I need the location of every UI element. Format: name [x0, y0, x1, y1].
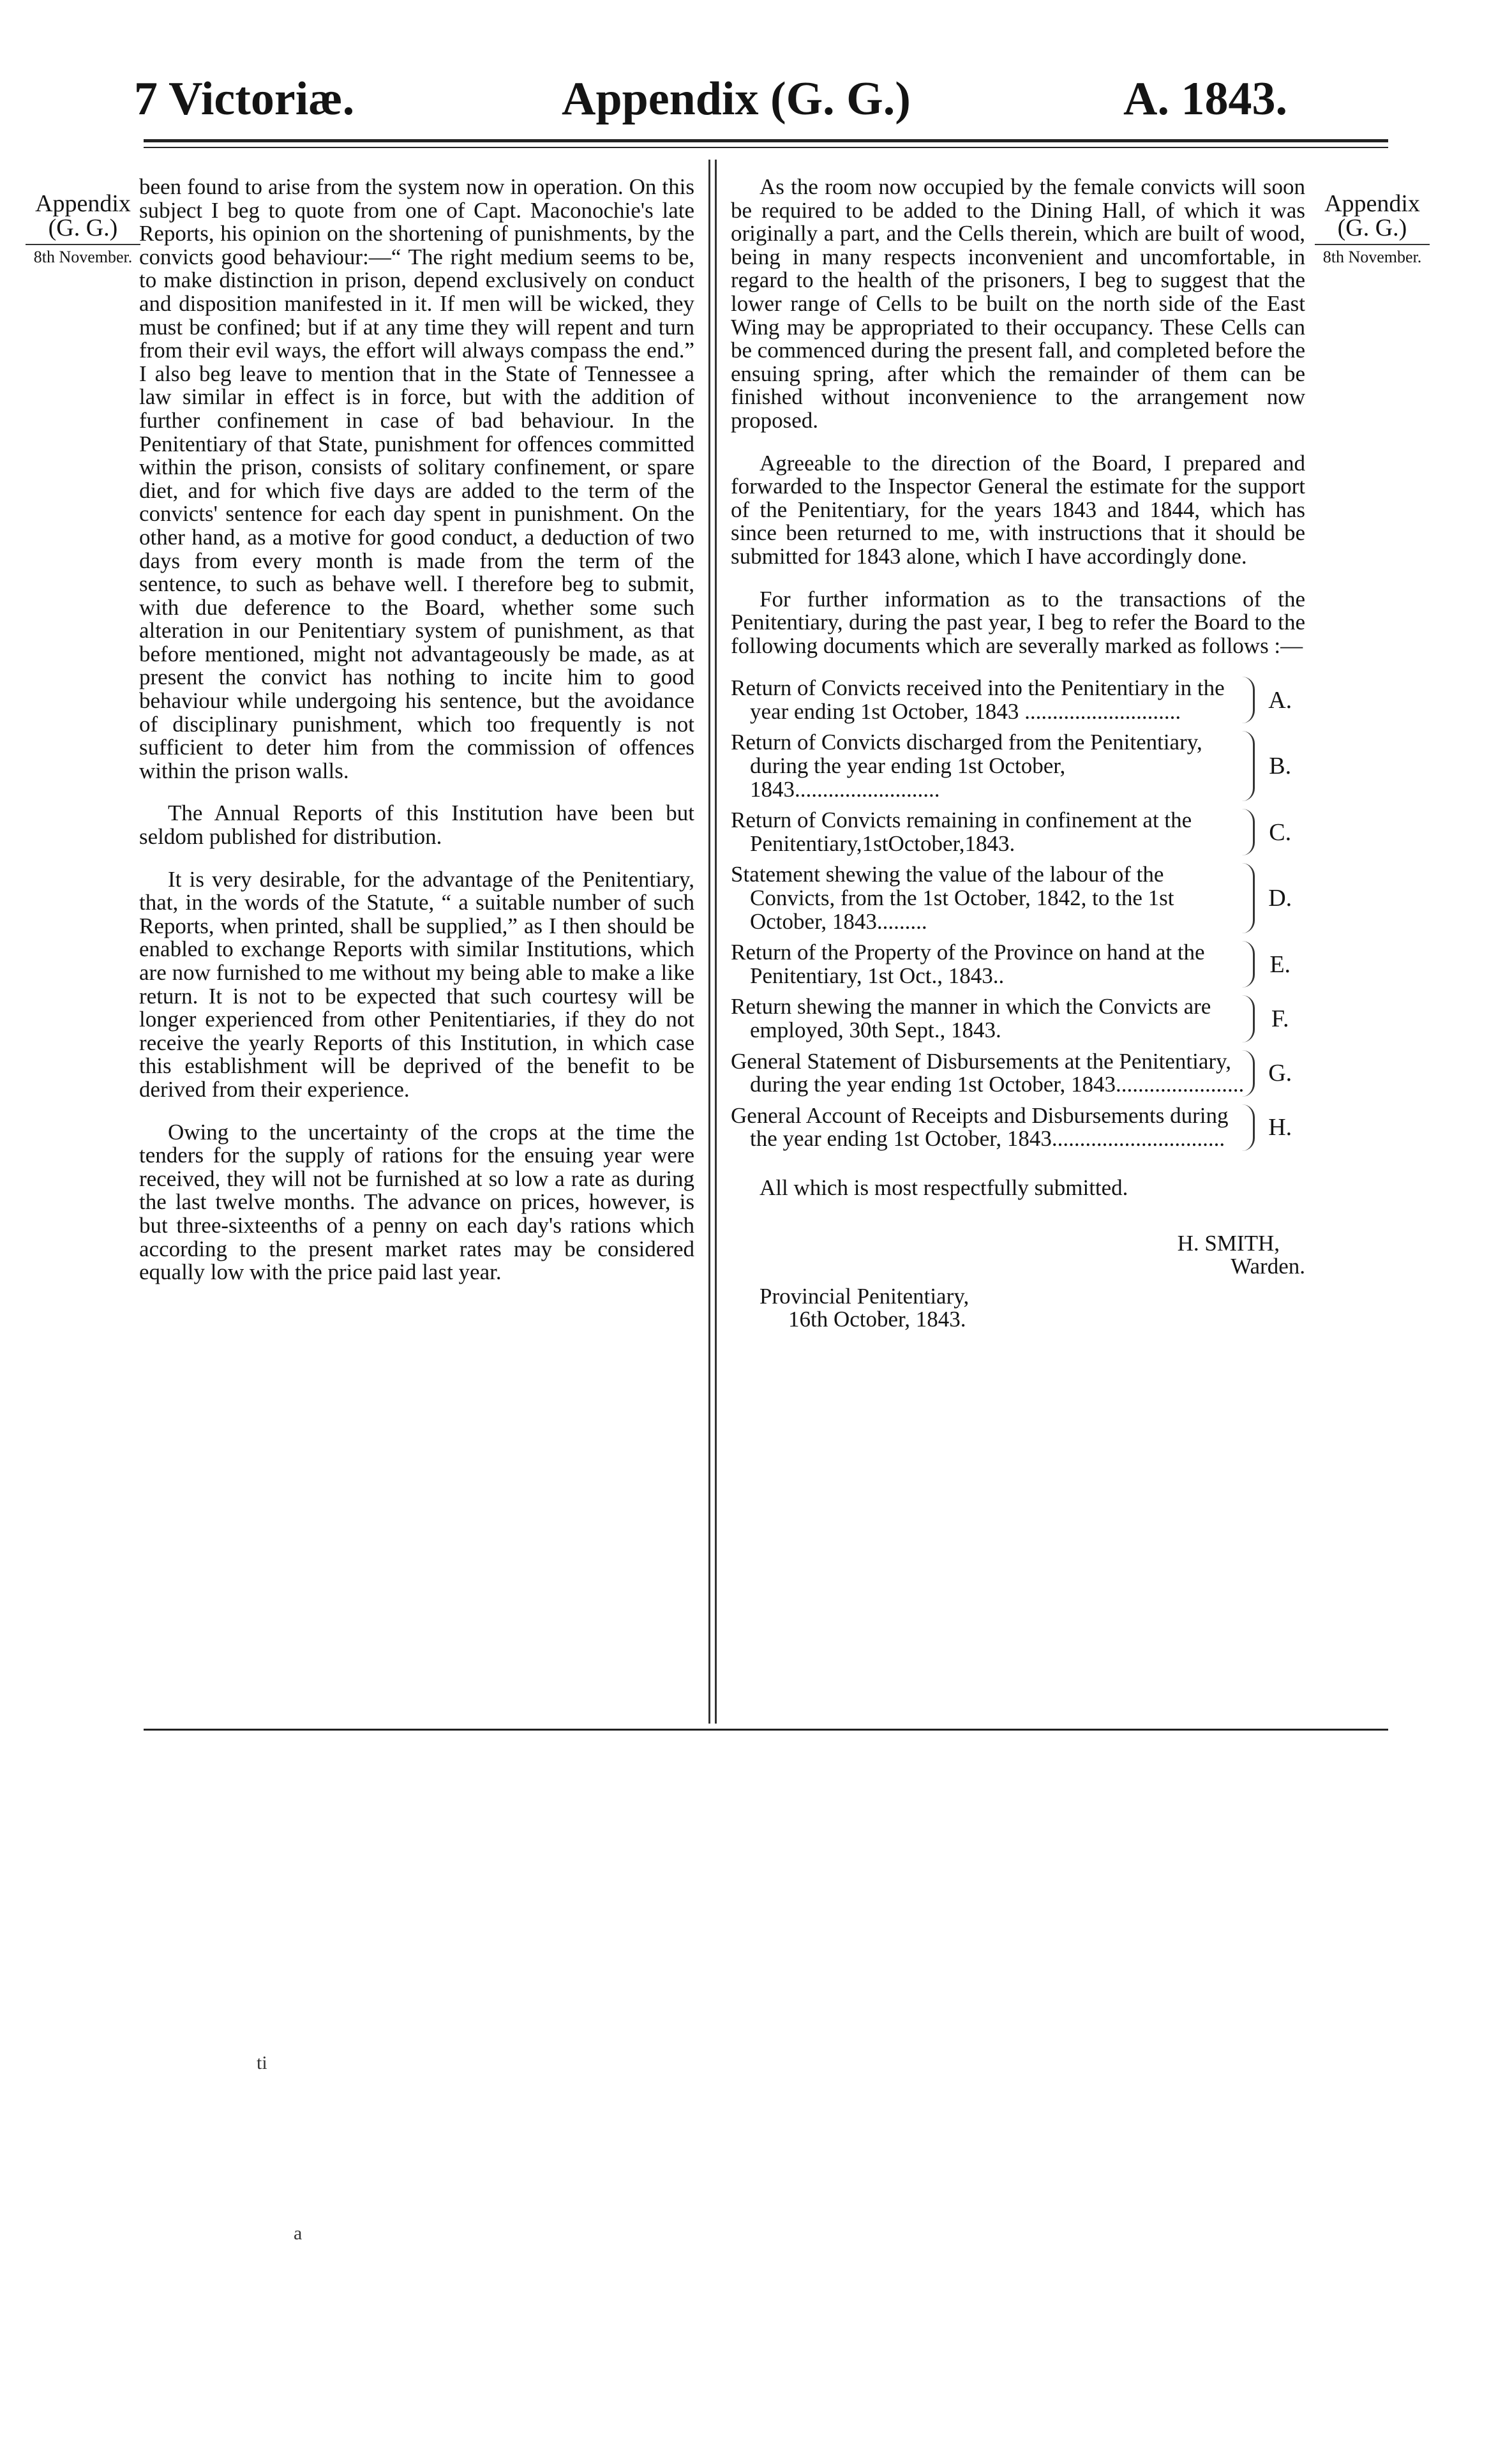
right-paragraph: For further information as to the transactions of the Penitentiary, during the past year, I beg to refer the Board to the following documents which are severally marked as follows :— [731, 586, 1305, 658]
left-margin-appendix: Appendix [35, 190, 131, 217]
document-description: Return of Convicts discharged from the Penitentiary, during the year ending 1st October, 1843.......................... [731, 731, 1255, 801]
document-item [731, 863, 1305, 933]
stray-mark: ti [257, 2052, 267, 2073]
appendix-title: Appendix (G. G.) [562, 73, 911, 125]
document-item [731, 677, 1305, 723]
page-header [0, 61, 1512, 131]
place-line: Provincial Penitentiary, [760, 1283, 969, 1309]
left-margin-date: 8th November. [26, 244, 140, 267]
right-margin-note [1315, 192, 1430, 267]
document-item [731, 731, 1305, 801]
document-letter: H. [1268, 1114, 1292, 1141]
document-item [731, 809, 1305, 855]
left-paragraph: been found to arise from the system now in operation. On this subject I beg to quote from one of Capt. Maconochie's late Reports, his opinion on the shortening of punishments, by the convicts good behaviour:—“ The right medium seems to be, to make distinction in prison, depend exclusively on conduct and disposition manifested in it. If men will be wicked, they must be confined; but if at any time they will repent and turn from their evil ways, the effort will always compass the end.” I also beg leave to mention that in the State of Tennessee a law similar in effect is in force, but with the addition of further confinement in case of bad behaviour. In the Penitentiary of that State, punishment for offences committed within the prison, consists of solitary confinement, or spare diet, and for which five days are added to the term of the convicts' sentence for each day spent in punishment. On the other hand, as a motive for good conduct, a deduction of two days from every month is made from the term of the sentence, to such as behave well. I therefore beg to submit, with due deference to the Board, whether some such alteration in our Penitentiary system of punishment, as that before mentioned, might not advantageously be made, as at present the convict has nothing to incite him to good behaviour while undergoing his sentence, but the avoidance of disciplinary punishment, which too frequently is not sufficient to deter him from the commission of offences within the prison walls. [139, 174, 694, 783]
right-paragraph: As the room now occupied by the female convicts will soon be required to be added to the Dining Hall, of which it was originally a part, and the Cells therein, which are built of wood, being in many respects inconvenient and uncomfortable, in regard to the health of the prisoners, I beg to suggest that the lower range of Cells to be built on the north side of the East Wing may be appropriated to their occupancy. These Cells can be commenced during the present fall, and completed before the ensuing spring, after which the remainder of them can be finished without inconvenience to the arrangement now proposed. [731, 174, 1305, 433]
document-letter: B. [1269, 753, 1292, 780]
document-item [731, 995, 1305, 1042]
right-margin-date: 8th November. [1315, 244, 1430, 267]
document-letter: E. [1269, 951, 1291, 978]
footer-rule [144, 1729, 1388, 1731]
year-label: A. 1843. [1123, 73, 1287, 125]
document-letter: A. [1268, 686, 1292, 714]
header-rule-thick [144, 139, 1388, 142]
document-letter: C. [1269, 818, 1292, 846]
document-description: Return shewing the manner in which the Convicts are employed, 30th Sept., 1843. [731, 995, 1255, 1042]
document-item [731, 941, 1305, 988]
header-rule-thin [144, 147, 1388, 148]
right-margin-gg: (G. G.) [1337, 214, 1407, 241]
date-line: 16th October, 1843. [788, 1307, 966, 1332]
document-description: General Account of Receipts and Disbursements during the year ending 1st October, 1843............................... [731, 1104, 1255, 1151]
document-letter: G. [1268, 1059, 1292, 1086]
left-margin-note [26, 192, 140, 267]
signature-title: Warden. [1231, 1254, 1305, 1279]
document-description: Return of Convicts remaining in confinement at the Penitentiary,1stOctober,1843. [731, 809, 1255, 855]
session-label: 7 Victoriæ. [134, 73, 355, 125]
left-paragraph: It is very desirable, for the advantage of the Penitentiary, that, in the words of the Statute, “ a suitable number of such Reports, when printed, shall be supplied,” as I then should be enabled to exchange Reports with similar Institutions, which are now furnished to me without my being able to make a like return. It is not to be expected that such courtesy will be longer experienced from other Penitentiaries, if they do not receive the yearly Reports of this Institution, in which case this establishment will be deprived of the benefit to be derived from their experience. [139, 866, 694, 1102]
document-letter: F. [1271, 1005, 1289, 1032]
document-description: Statement shewing the value of the labour of the Convicts, from the 1st October, 1842, to the 1st October, 1843......... [731, 863, 1255, 933]
column-divider-b [715, 160, 717, 1724]
document-description: Return of Convicts received into the Penitentiary in the year ending 1st October, 1843 ............................ [731, 677, 1255, 723]
stray-mark: a [294, 2223, 303, 2244]
closing-statement: All which is most respectfully submitted. [760, 1175, 1128, 1200]
document-description: Return of the Property of the Province on hand at the Penitentiary, 1st Oct., 1843.. [731, 941, 1255, 988]
left-paragraph: Owing to the uncertainty of the crops at the time the tenders for the supply of rations for the ensuing year were received, they will not be furnished at so low a rate as during the last twelve months. The advance on prices, however, is but three-sixteenths of a penny on each day's rations which according to the present market rates may be considered equally low with the price paid last year. [139, 1119, 694, 1285]
left-margin-gg: (G. G.) [48, 214, 118, 241]
left-column [139, 176, 694, 1304]
right-margin-appendix: Appendix [1324, 190, 1420, 217]
document-letter: D. [1268, 885, 1292, 912]
right-paragraph: Agreeable to the direction of the Board, I prepared and forwarded to the Inspector General the estimate for the support of the Penitentiary, for the years 1843 and 1844, which has since been returned to me, with instructions that it should be submitted for 1843 alone, which I have accordingly done. [731, 450, 1305, 569]
left-paragraph: The Annual Reports of this Institution have been but seldom published for distribution. [139, 801, 694, 850]
right-column [731, 176, 1305, 1332]
column-divider-a [708, 160, 710, 1724]
documents-list [731, 677, 1305, 1151]
document-item [731, 1104, 1305, 1151]
document-item [731, 1050, 1305, 1097]
signature-name: H. SMITH, [1177, 1230, 1280, 1256]
document-description: General Statement of Disbursements at the Penitentiary, during the year ending 1st October, 1843....................... [731, 1050, 1255, 1097]
